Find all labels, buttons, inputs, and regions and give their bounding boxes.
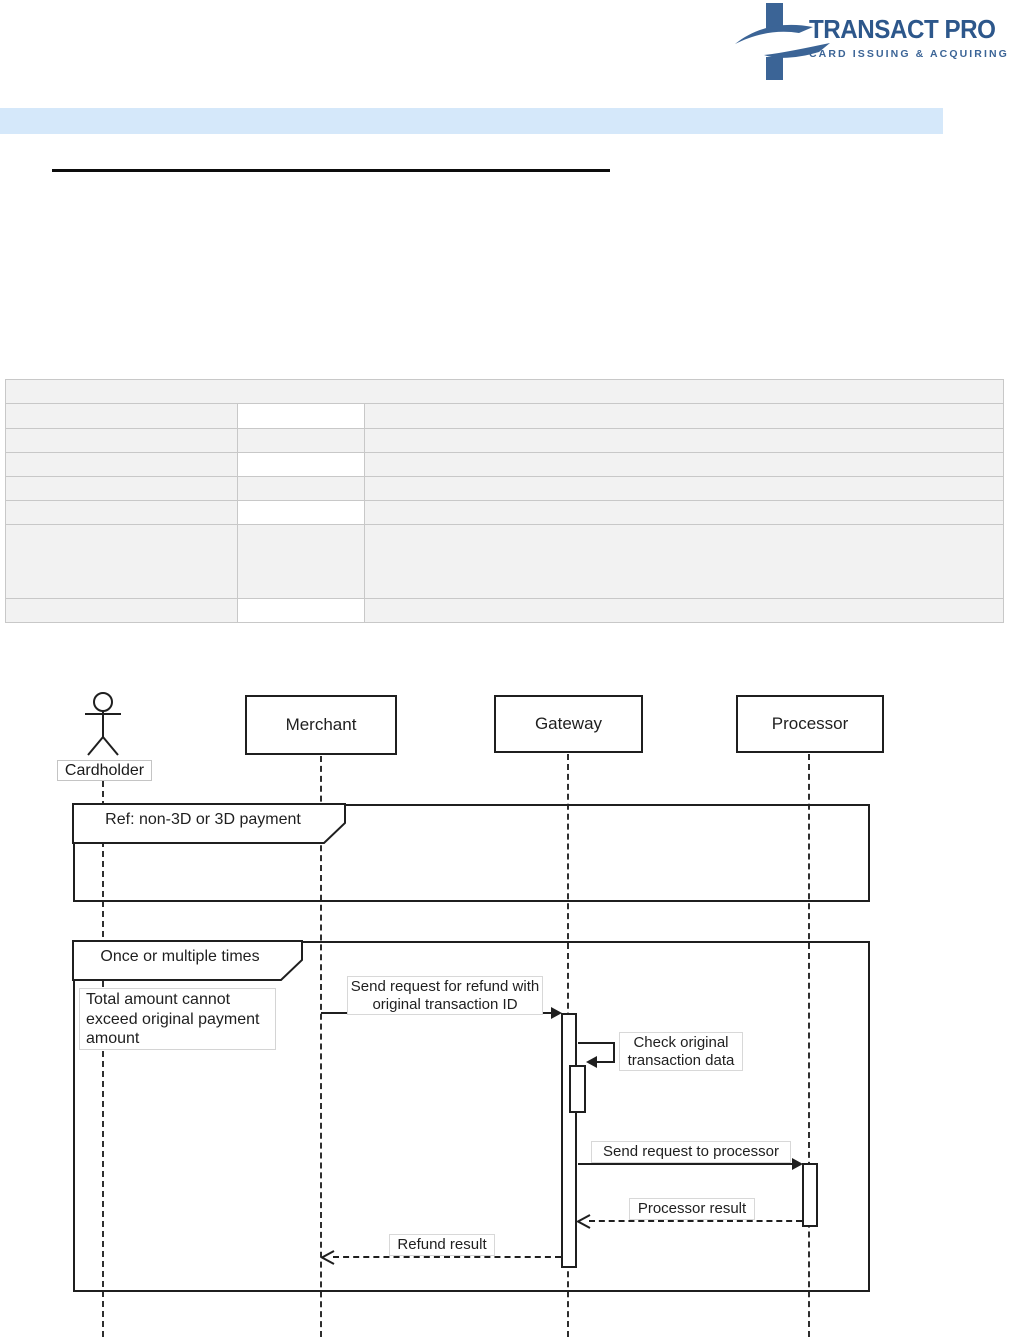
brand-text — [809, 14, 1024, 60]
open-arrowhead-icon — [577, 1214, 591, 1229]
ref-frame-label: Ref: non-3D or 3D payment — [105, 811, 301, 828]
brand-logo — [731, 2, 1026, 98]
brand-title: TRANSACT PRO — [809, 14, 996, 44]
section-heading-band — [0, 108, 943, 134]
table-row — [6, 404, 1004, 429]
open-arrowhead-icon — [321, 1250, 335, 1265]
table-row — [6, 453, 1004, 477]
arrowhead-icon — [551, 1007, 562, 1019]
table-row — [6, 599, 1004, 623]
constraint-note: Total amount cannot exceed original payment amount — [79, 988, 276, 1050]
participant-processor: Processor — [736, 695, 884, 753]
actor-stick-figure-icon — [83, 691, 123, 759]
message-label-to-processor: Send request to processor — [591, 1141, 791, 1163]
message-line-to-processor — [578, 1163, 793, 1165]
activation-processor — [802, 1163, 818, 1227]
return-line-processor-result — [589, 1220, 802, 1222]
self-message-line — [578, 1042, 615, 1044]
participant-merchant: Merchant — [245, 695, 397, 755]
message-label-processor-result: Processor result — [629, 1198, 755, 1220]
participant-cardholder: Cardholder — [57, 760, 152, 781]
message-label-refund-result: Refund result — [389, 1234, 495, 1256]
self-message-line — [596, 1061, 615, 1063]
table-row — [6, 501, 1004, 525]
arrowhead-icon — [586, 1056, 597, 1068]
brand-tagline: CARD ISSUING & ACQUIRING — [809, 48, 1009, 60]
table-row — [6, 477, 1004, 501]
table-header-row — [6, 380, 1004, 404]
arrowhead-icon — [792, 1158, 803, 1170]
return-line-refund-result — [333, 1256, 561, 1258]
message-label-refund-request: Send request for refund with original transaction ID — [347, 976, 543, 1015]
self-message-line — [613, 1042, 615, 1063]
activation-gateway-nested — [569, 1065, 586, 1113]
loop-frame-label: Once or multiple times — [100, 948, 260, 965]
parameter-table — [5, 379, 1004, 623]
message-label-check-original: Check original transaction data — [619, 1032, 743, 1071]
heading-underline — [52, 169, 610, 172]
activation-gateway — [561, 1013, 577, 1268]
table-row — [6, 525, 1004, 599]
table-row — [6, 429, 1004, 453]
participant-gateway: Gateway — [494, 695, 643, 753]
